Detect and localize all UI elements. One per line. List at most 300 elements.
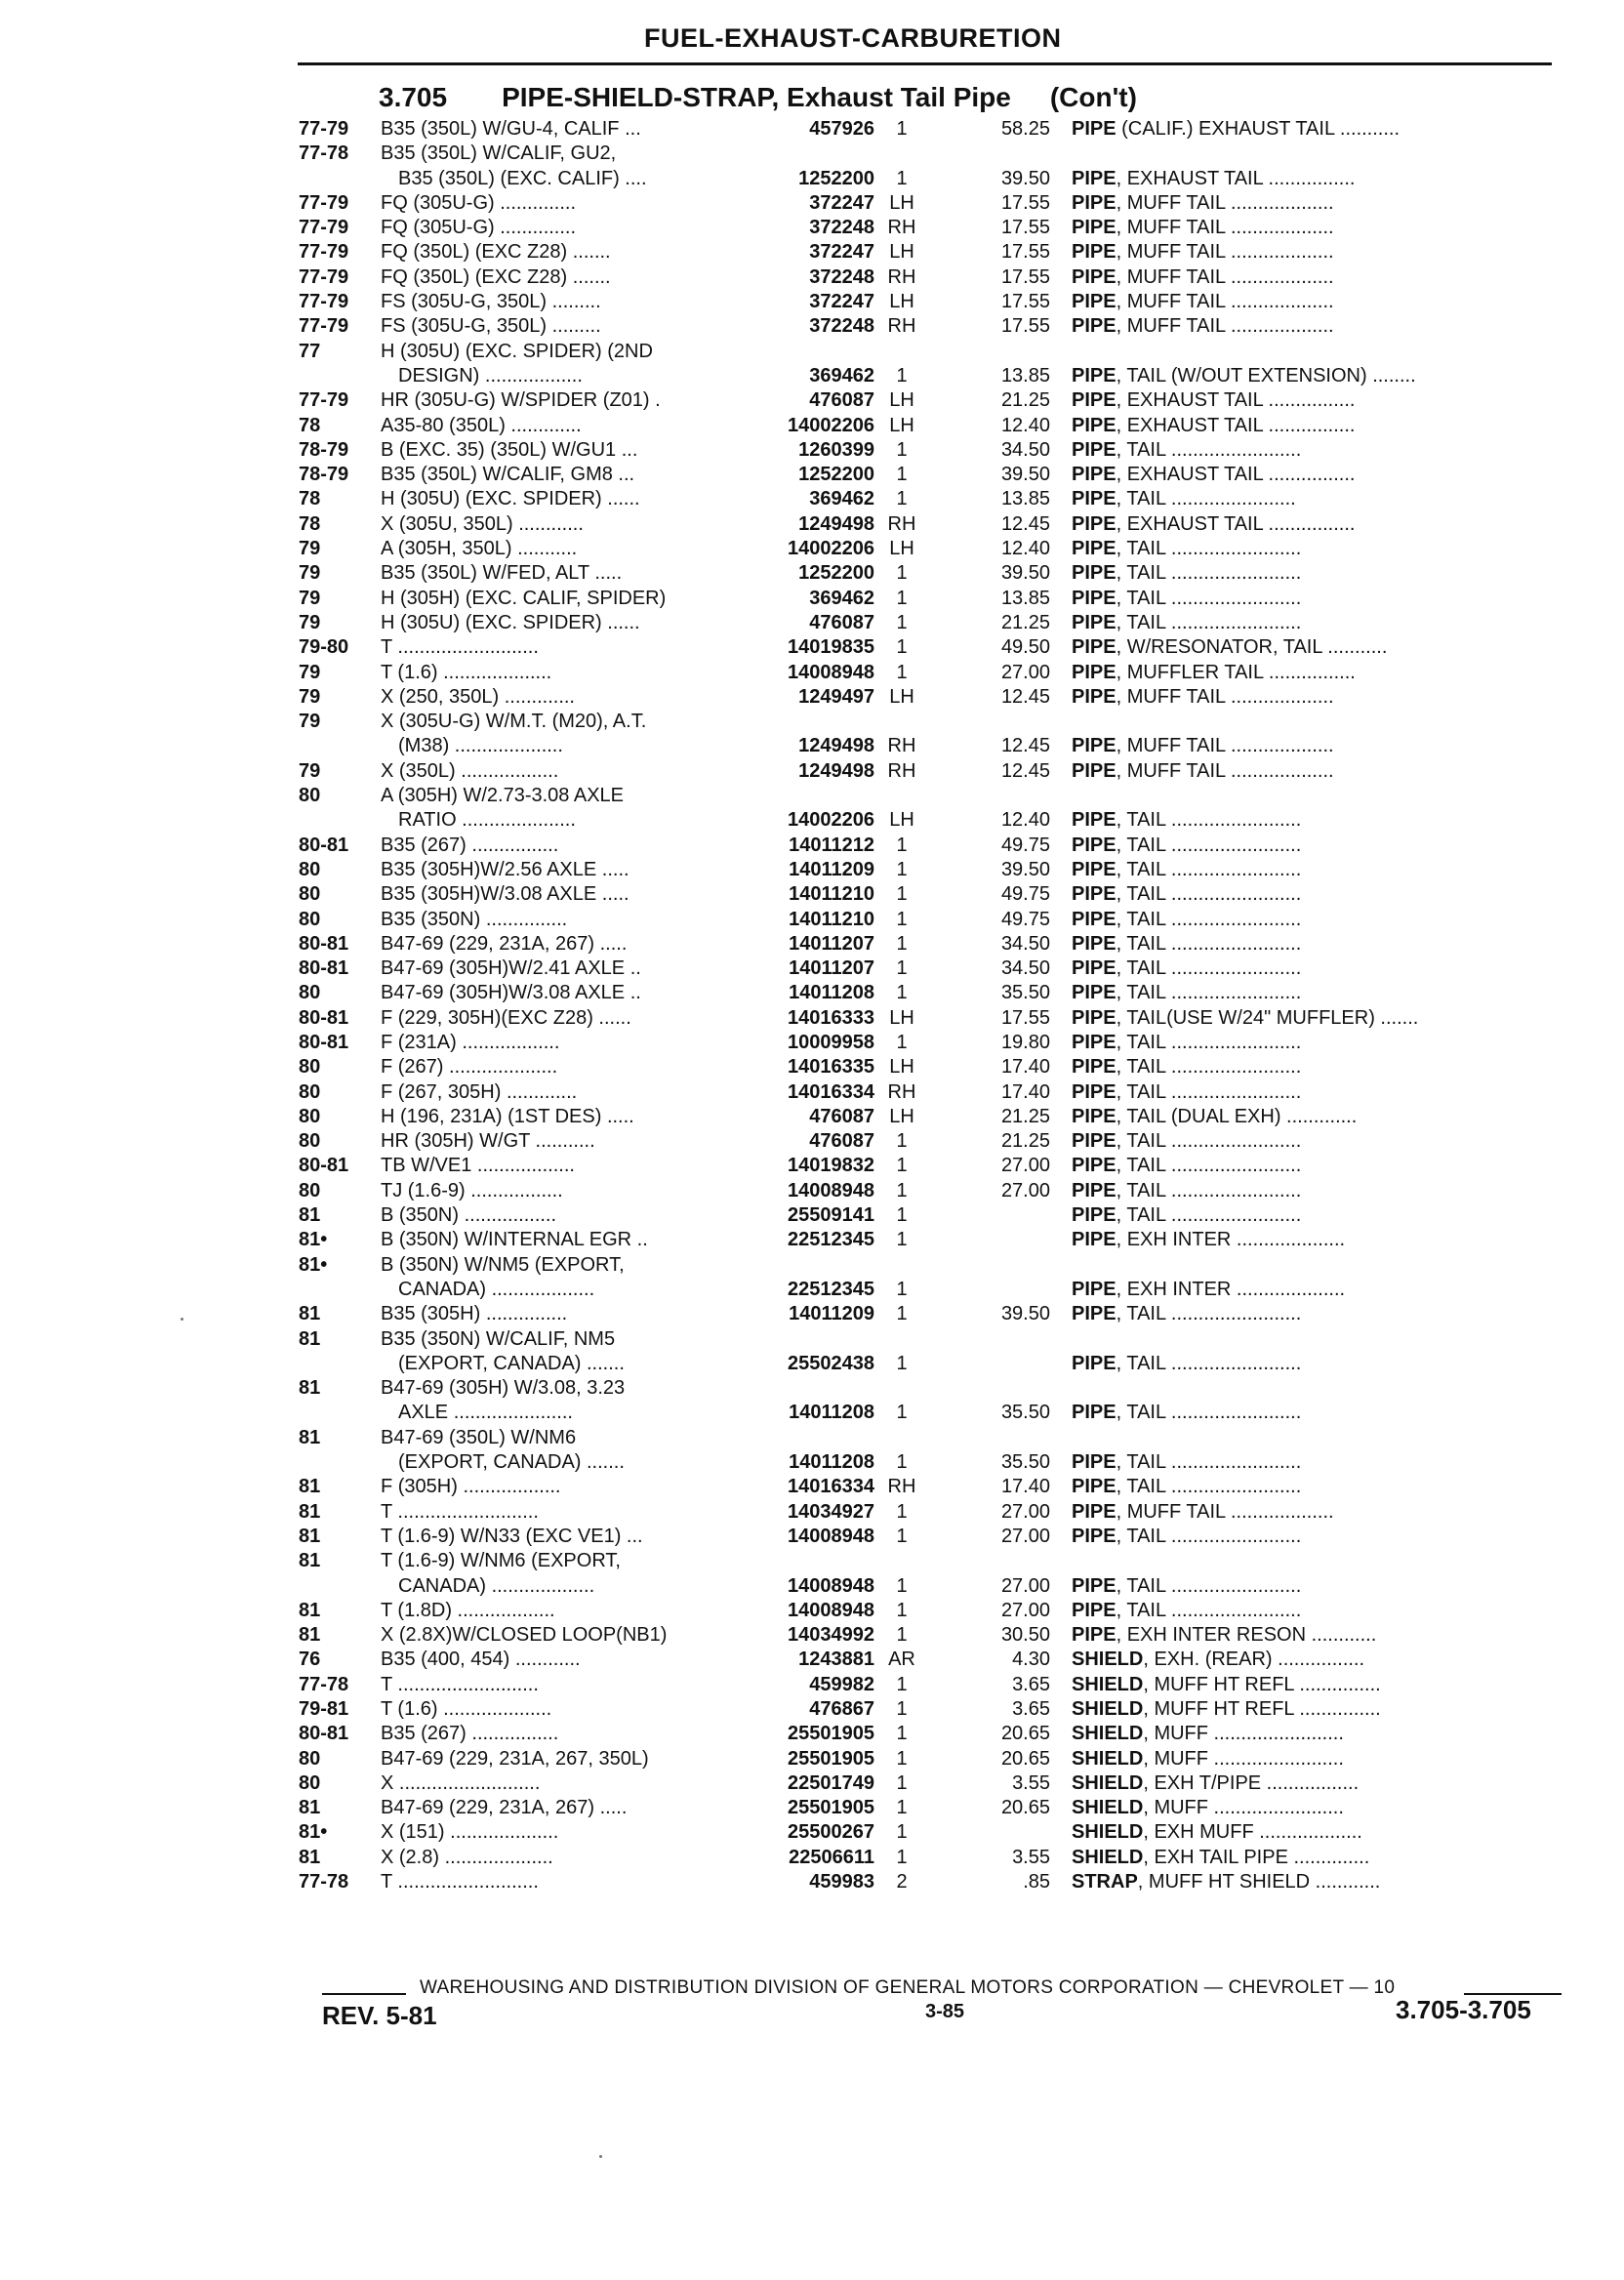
price-cell: 27.00 — [1000, 1525, 1050, 1547]
price-cell: 17.40 — [1000, 1476, 1050, 1498]
description-cell: AXLE ...................... — [398, 1402, 573, 1424]
table-row — [0, 957, 1624, 981]
table-row — [0, 314, 1624, 339]
part-name-detail: , TAIL ........................ — [1116, 809, 1302, 832]
description-cell: B47-69 (229, 231A, 267) ..... — [381, 932, 628, 955]
part-name-keyword: PIPE — [1072, 1352, 1116, 1374]
year-cell: 81• — [299, 1253, 328, 1276]
scan-speck — [181, 1318, 183, 1321]
year-cell: 81 — [299, 1599, 321, 1621]
part-name-keyword: PIPE — [1072, 982, 1116, 1004]
description-cell: T (1.6-9) W/NM6 (EXPORT, — [381, 1550, 621, 1572]
part-name-cell — [1072, 981, 1560, 1005]
table-row — [0, 1846, 1624, 1870]
table-row — [0, 1129, 1624, 1154]
part-name-keyword: PIPE — [1072, 1599, 1116, 1621]
part-number-cell: 22512345 — [788, 1229, 874, 1251]
part-name-detail: , EXH INTER .................... — [1116, 1278, 1346, 1300]
part-name-detail: , MUFF TAIL ................... — [1116, 759, 1334, 782]
quantity-cell: LH — [889, 538, 914, 560]
table-row — [0, 1352, 1624, 1376]
part-name-detail: , TAIL ........................ — [1116, 908, 1302, 930]
year-cell: 77 — [299, 340, 321, 362]
part-name-detail: , EXH INTER RESON ............ — [1116, 1624, 1377, 1647]
part-name-keyword: PIPE — [1072, 611, 1116, 633]
description-cell: DESIGN) .................. — [398, 364, 583, 387]
part-name-detail: , TAIL ........................ — [1116, 1080, 1302, 1103]
part-name-cell — [1072, 611, 1560, 635]
part-name-detail: , TAIL ........................ — [1116, 611, 1302, 633]
table-row — [0, 661, 1624, 685]
part-number-cell: 22501749 — [788, 1771, 874, 1794]
year-cell: 79-80 — [299, 636, 349, 659]
description-cell: B35 (305H)W/2.56 AXLE ..... — [381, 858, 629, 880]
part-name-keyword: PIPE — [1072, 932, 1116, 955]
part-name-keyword: PIPE — [1072, 1574, 1116, 1597]
part-name-detail: , MUFF HT REFL ............... — [1143, 1698, 1381, 1720]
part-name-cell — [1072, 858, 1560, 882]
part-name-keyword: PIPE — [1072, 217, 1116, 239]
part-name-cell — [1072, 561, 1560, 586]
part-name-keyword: PIPE — [1072, 538, 1116, 560]
part-name-detail: , MUFF TAIL ................... — [1116, 735, 1334, 757]
part-name-detail: , TAIL(USE W/24" MUFFLER) ....... — [1116, 1006, 1419, 1029]
quantity-cell: 1 — [896, 1130, 908, 1153]
price-cell: 35.50 — [1000, 1451, 1050, 1474]
price-cell: 12.45 — [1000, 685, 1050, 708]
quantity-cell: 1 — [896, 1747, 908, 1770]
price-cell: 3.55 — [1012, 1771, 1050, 1794]
page-header-title: FUEL-EXHAUST-CARBURETION — [644, 23, 1062, 53]
part-name-keyword: PIPE — [1072, 364, 1116, 387]
quantity-cell: 1 — [896, 858, 908, 880]
part-name-cell — [1072, 882, 1560, 907]
quantity-cell: 1 — [896, 883, 908, 906]
part-name-detail: , MUFF TAIL ................... — [1116, 217, 1334, 239]
year-cell: 81• — [299, 1821, 328, 1844]
year-cell: 81 — [299, 1797, 321, 1819]
part-number-cell: 25509141 — [788, 1204, 874, 1227]
year-cell: 77-79 — [299, 315, 349, 338]
quantity-cell: 1 — [896, 834, 908, 856]
year-cell: 80 — [299, 908, 321, 930]
table-row — [0, 438, 1624, 463]
part-name-cell — [1072, 635, 1560, 660]
part-name-keyword: PIPE — [1072, 735, 1116, 757]
part-name-detail: , MUFF HT SHIELD ............ — [1137, 1871, 1381, 1893]
part-number-cell: 14034992 — [788, 1624, 874, 1647]
table-row — [0, 142, 1624, 166]
part-name-detail: , TAIL ........................ — [1116, 1303, 1302, 1325]
quantity-cell: 1 — [896, 957, 908, 980]
description-cell: B47-69 (305H)W/3.08 AXLE .. — [381, 982, 641, 1004]
part-number-cell: 1252200 — [798, 167, 874, 189]
part-name-cell — [1072, 834, 1560, 858]
table-row — [0, 1450, 1624, 1475]
quantity-cell: 1 — [896, 364, 908, 387]
part-name-cell — [1072, 808, 1560, 833]
part-number-cell: 25502438 — [788, 1352, 874, 1374]
year-cell: 77-78 — [299, 142, 349, 165]
year-cell: 79 — [299, 711, 321, 733]
part-name-keyword: PIPE — [1072, 883, 1116, 906]
part-name-cell — [1072, 1525, 1560, 1549]
part-number-cell: 10009958 — [788, 1031, 874, 1053]
description-cell: T .......................... — [381, 636, 539, 659]
part-name-cell — [1072, 1129, 1560, 1154]
description-cell: FQ (305U-G) .............. — [381, 217, 577, 239]
part-name-cell — [1072, 388, 1560, 413]
part-name-keyword: PIPE — [1072, 1105, 1116, 1127]
part-name-detail: , EXHAUST TAIL ................ — [1116, 512, 1356, 535]
part-name-cell — [1072, 1302, 1560, 1326]
part-name-keyword: PIPE — [1072, 1500, 1116, 1523]
header-rule — [298, 62, 1552, 65]
section-number: 3.705 — [379, 82, 448, 112]
part-name-keyword: SHIELD — [1072, 1649, 1144, 1671]
description-cell: H (305U) (EXC. SPIDER) ...... — [381, 488, 640, 510]
quantity-cell: 1 — [896, 1155, 908, 1177]
price-cell: 27.00 — [1000, 1574, 1050, 1597]
year-cell: 77-79 — [299, 191, 349, 214]
part-name-keyword: PIPE — [1072, 464, 1116, 486]
part-name-detail: , TAIL ........................ — [1116, 562, 1302, 585]
year-cell: 80 — [299, 1771, 321, 1794]
price-cell: 20.65 — [1000, 1723, 1050, 1745]
part-name-cell — [1072, 685, 1560, 710]
year-cell: 80-81 — [299, 1155, 349, 1177]
quantity-cell: RH — [887, 512, 916, 535]
quantity-cell: 1 — [896, 1797, 908, 1819]
price-cell: 39.50 — [1000, 858, 1050, 880]
table-row — [0, 265, 1624, 290]
part-number-cell: 1249498 — [798, 512, 874, 535]
description-cell: T (1.6) .................... — [381, 1698, 552, 1720]
quantity-cell: AR — [888, 1649, 915, 1671]
part-name-keyword: SHIELD — [1072, 1821, 1144, 1844]
table-row — [0, 1697, 1624, 1722]
part-name-cell — [1072, 1031, 1560, 1055]
description-cell: B35 (350L) W/FED, ALT ..... — [381, 562, 623, 585]
part-name-cell — [1072, 1623, 1560, 1648]
table-row — [0, 240, 1624, 265]
part-name-cell — [1072, 1771, 1560, 1796]
part-name-detail: , TAIL ........................ — [1116, 587, 1302, 609]
table-row — [0, 1302, 1624, 1326]
part-name-cell — [1072, 587, 1560, 611]
table-row — [0, 808, 1624, 833]
part-name-keyword: PIPE — [1072, 685, 1116, 708]
description-cell: T (1.6-9) W/N33 (EXC VE1) ... — [381, 1525, 643, 1547]
part-name-cell — [1072, 537, 1560, 561]
table-row — [0, 908, 1624, 932]
year-cell: 77-78 — [299, 1871, 349, 1893]
part-number-cell: 372248 — [809, 315, 874, 338]
year-cell: 81• — [299, 1229, 328, 1251]
price-cell: 12.45 — [1000, 735, 1050, 757]
description-cell: B (EXC. 35) (350L) W/GU1 ... — [381, 438, 638, 461]
quantity-cell: RH — [887, 265, 916, 288]
part-name-cell — [1072, 1278, 1560, 1302]
part-number-cell: 14016333 — [788, 1006, 874, 1029]
section-heading — [379, 82, 1137, 113]
part-number-cell: 14008948 — [788, 1599, 874, 1621]
price-cell: 27.00 — [1000, 1155, 1050, 1177]
description-cell: FQ (350L) (EXC Z28) ....... — [381, 265, 611, 288]
price-cell: 3.65 — [1012, 1698, 1050, 1720]
price-cell: 39.50 — [1000, 167, 1050, 189]
year-cell: 81 — [299, 1303, 321, 1325]
quantity-cell: 1 — [896, 1278, 908, 1300]
parts-list — [0, 117, 1624, 1894]
quantity-cell: 2 — [896, 1871, 908, 1893]
price-cell: 20.65 — [1000, 1747, 1050, 1770]
part-name-keyword: PIPE — [1072, 512, 1116, 535]
part-name-keyword: PIPE — [1072, 1031, 1116, 1053]
table-row — [0, 1031, 1624, 1055]
table-row — [0, 1525, 1624, 1549]
price-cell: 35.50 — [1000, 982, 1050, 1004]
part-name-keyword: PIPE — [1072, 858, 1116, 880]
part-number-cell: 476087 — [809, 611, 874, 633]
part-name-detail: , TAIL ........................ — [1116, 1204, 1302, 1227]
table-row — [0, 858, 1624, 882]
quantity-cell: 1 — [896, 464, 908, 486]
table-row — [0, 1648, 1624, 1672]
part-name-detail: , TAIL ....................... — [1116, 488, 1296, 510]
year-cell: 81 — [299, 1476, 321, 1498]
part-name-cell — [1072, 1820, 1560, 1845]
year-cell: 81 — [299, 1525, 321, 1547]
year-cell: 79 — [299, 538, 321, 560]
table-row — [0, 1154, 1624, 1178]
part-name-detail: , EXH MUFF ................... — [1143, 1821, 1362, 1844]
description-cell: X .......................... — [381, 1771, 541, 1794]
part-name-detail: , TAIL ........................ — [1116, 1155, 1302, 1177]
year-cell: 80 — [299, 858, 321, 880]
part-name-detail: , MUFF TAIL ................... — [1116, 685, 1334, 708]
description-cell: B35 (350L) W/GU-4, CALIF ... — [381, 118, 641, 140]
part-name-keyword: PIPE — [1072, 1130, 1116, 1153]
part-number-cell: 369462 — [809, 364, 874, 387]
year-cell: 80-81 — [299, 834, 349, 856]
part-name-keyword: PIPE — [1072, 1624, 1116, 1647]
part-name-keyword: PIPE — [1072, 957, 1116, 980]
part-number-cell: 14011208 — [789, 1402, 874, 1424]
part-name-cell — [1072, 191, 1560, 216]
part-name-cell — [1072, 487, 1560, 511]
part-name-detail: , TAIL ........................ — [1116, 1451, 1302, 1474]
price-cell: 58.25 — [1000, 118, 1050, 140]
table-row — [0, 587, 1624, 611]
price-cell: 39.50 — [1000, 562, 1050, 585]
table-row — [0, 1105, 1624, 1129]
description-cell: FS (305U-G, 350L) ......... — [381, 291, 601, 313]
year-cell: 80 — [299, 883, 321, 906]
price-cell: 17.40 — [1000, 1080, 1050, 1103]
part-name-detail: , MUFF TAIL ................... — [1116, 1500, 1334, 1523]
description-cell: (EXPORT, CANADA) ....... — [398, 1451, 625, 1474]
price-cell: 17.55 — [1000, 1006, 1050, 1029]
description-cell: H (196, 231A) (1ST DES) ..... — [381, 1105, 634, 1127]
part-name-cell — [1072, 117, 1560, 142]
part-name-cell — [1072, 1080, 1560, 1105]
quantity-cell: LH — [889, 809, 914, 832]
part-name-keyword: PIPE — [1072, 191, 1116, 214]
price-cell: 17.55 — [1000, 265, 1050, 288]
part-name-keyword: PIPE — [1072, 834, 1116, 856]
description-cell: CANADA) ................... — [398, 1278, 595, 1300]
part-name-keyword: SHIELD — [1072, 1698, 1144, 1720]
table-row — [0, 784, 1624, 808]
description-cell: B47-69 (229, 231A, 267, 350L) — [381, 1747, 649, 1770]
quantity-cell: 1 — [896, 167, 908, 189]
table-row — [0, 759, 1624, 784]
part-name-cell — [1072, 1747, 1560, 1771]
table-row — [0, 1549, 1624, 1573]
part-name-cell — [1072, 1450, 1560, 1475]
description-cell: B35 (267) ................ — [381, 834, 559, 856]
part-name-detail: , TAIL ........................ — [1116, 1056, 1302, 1079]
price-cell: 12.45 — [1000, 512, 1050, 535]
part-name-keyword: PIPE — [1072, 488, 1116, 510]
section-title: PIPE-SHIELD-STRAP, Exhaust Tail Pipe — [502, 82, 1011, 112]
table-row — [0, 635, 1624, 660]
table-row — [0, 1870, 1624, 1894]
price-cell: 3.55 — [1012, 1846, 1050, 1868]
part-name-cell — [1072, 1599, 1560, 1623]
part-name-cell — [1072, 932, 1560, 957]
part-name-cell — [1072, 734, 1560, 758]
year-cell: 81 — [299, 1426, 321, 1448]
part-name-detail: , EXHAUST TAIL ................ — [1116, 464, 1356, 486]
quantity-cell: 1 — [896, 1698, 908, 1720]
part-name-detail: , TAIL ........................ — [1116, 1179, 1302, 1201]
part-name-detail: , TAIL ........................ — [1116, 957, 1302, 980]
table-row — [0, 1820, 1624, 1845]
quantity-cell: 1 — [896, 587, 908, 609]
table-row — [0, 1055, 1624, 1079]
year-cell: 78-79 — [299, 464, 349, 486]
part-name-cell — [1072, 1870, 1560, 1894]
price-cell: 27.00 — [1000, 1599, 1050, 1621]
part-name-keyword: PIPE — [1072, 414, 1116, 436]
part-number-cell: 14011208 — [789, 1451, 874, 1474]
year-cell: 76 — [299, 1649, 321, 1671]
part-number-cell: 372247 — [809, 241, 874, 264]
part-name-cell — [1072, 759, 1560, 784]
price-cell: 34.50 — [1000, 957, 1050, 980]
year-cell: 80 — [299, 982, 321, 1004]
part-number-cell: 372247 — [809, 291, 874, 313]
table-row — [0, 834, 1624, 858]
part-name-keyword: PIPE — [1072, 167, 1116, 189]
part-name-keyword: PIPE — [1072, 118, 1116, 140]
table-row — [0, 1599, 1624, 1623]
part-name-detail: , TAIL ........................ — [1116, 438, 1302, 461]
description-cell: H (305U) (EXC. SPIDER) (2ND — [381, 340, 653, 362]
part-name-detail: , EXHAUST TAIL ................ — [1116, 167, 1356, 189]
part-name-keyword: PIPE — [1072, 1476, 1116, 1498]
part-number-cell: 25501905 — [788, 1747, 874, 1770]
price-cell: 13.85 — [1000, 488, 1050, 510]
part-number-cell: 1252200 — [798, 464, 874, 486]
description-cell: T .......................... — [381, 1871, 539, 1893]
quantity-cell: LH — [889, 1006, 914, 1029]
part-number-cell: 14019835 — [788, 636, 874, 659]
year-cell: 80-81 — [299, 1723, 349, 1745]
part-number-cell: 476087 — [809, 1130, 874, 1153]
part-number-cell: 14008948 — [788, 1574, 874, 1597]
footer-rule-left — [322, 1993, 406, 1995]
table-row — [0, 611, 1624, 635]
year-cell: 79 — [299, 587, 321, 609]
quantity-cell: 1 — [896, 1303, 908, 1325]
year-cell: 78-79 — [299, 438, 349, 461]
description-cell: A35-80 (350L) ............. — [381, 414, 582, 436]
part-name-keyword: PIPE — [1072, 291, 1116, 313]
part-name-keyword: SHIELD — [1072, 1771, 1144, 1794]
part-name-detail: , TAIL ........................ — [1116, 538, 1302, 560]
part-number-cell: 459983 — [809, 1871, 874, 1893]
part-name-detail: , TAIL ........................ — [1116, 1525, 1302, 1547]
part-number-cell: 14011210 — [789, 908, 874, 930]
part-number-cell: 25501905 — [788, 1797, 874, 1819]
year-cell: 81 — [299, 1327, 321, 1350]
table-row — [0, 1376, 1624, 1401]
description-cell: X (2.8X)W/CLOSED LOOP(NB1) — [381, 1624, 668, 1647]
part-number-cell: 14016334 — [788, 1080, 874, 1103]
description-cell: FQ (305U-G) .............. — [381, 191, 577, 214]
year-cell: 80-81 — [299, 1031, 349, 1053]
part-name-keyword: PIPE — [1072, 1155, 1116, 1177]
description-cell: (EXPORT, CANADA) ....... — [398, 1352, 625, 1374]
part-name-cell — [1072, 908, 1560, 932]
price-cell: 19.80 — [1000, 1031, 1050, 1053]
part-number-cell: 14011212 — [789, 834, 874, 856]
part-name-keyword: PIPE — [1072, 438, 1116, 461]
quantity-cell: LH — [889, 241, 914, 264]
part-name-detail: , TAIL ........................ — [1116, 834, 1302, 856]
table-row — [0, 414, 1624, 438]
description-cell: T .......................... — [381, 1500, 539, 1523]
table-row — [0, 388, 1624, 413]
year-cell: 80-81 — [299, 1006, 349, 1029]
part-name-detail: , MUFF TAIL ................... — [1116, 241, 1334, 264]
part-name-cell — [1072, 1006, 1560, 1031]
year-cell: 77-79 — [299, 217, 349, 239]
price-cell: 49.75 — [1000, 908, 1050, 930]
part-name-detail: , TAIL ........................ — [1116, 1031, 1302, 1053]
description-cell: B35 (400, 454) ............ — [381, 1649, 581, 1671]
part-number-cell: 14016334 — [788, 1476, 874, 1498]
part-name-detail: , TAIL (DUAL EXH) ............. — [1116, 1105, 1358, 1127]
year-cell: 80 — [299, 1179, 321, 1201]
quantity-cell: 1 — [896, 1451, 908, 1474]
part-name-keyword: PIPE — [1072, 265, 1116, 288]
price-cell: 21.25 — [1000, 611, 1050, 633]
table-row — [0, 981, 1624, 1005]
price-cell: 12.40 — [1000, 538, 1050, 560]
part-number-cell: 476087 — [809, 1105, 874, 1127]
part-number-cell: 369462 — [809, 587, 874, 609]
description-cell: FS (305U-G, 350L) ......... — [381, 315, 601, 338]
description-cell: HR (305U-G) W/SPIDER (Z01) . — [381, 389, 661, 412]
part-number-cell: 14011209 — [789, 858, 874, 880]
part-name-keyword: SHIELD — [1072, 1723, 1144, 1745]
description-cell: B (350N) W/INTERNAL EGR .. — [381, 1229, 648, 1251]
quantity-cell: 1 — [896, 1673, 908, 1695]
